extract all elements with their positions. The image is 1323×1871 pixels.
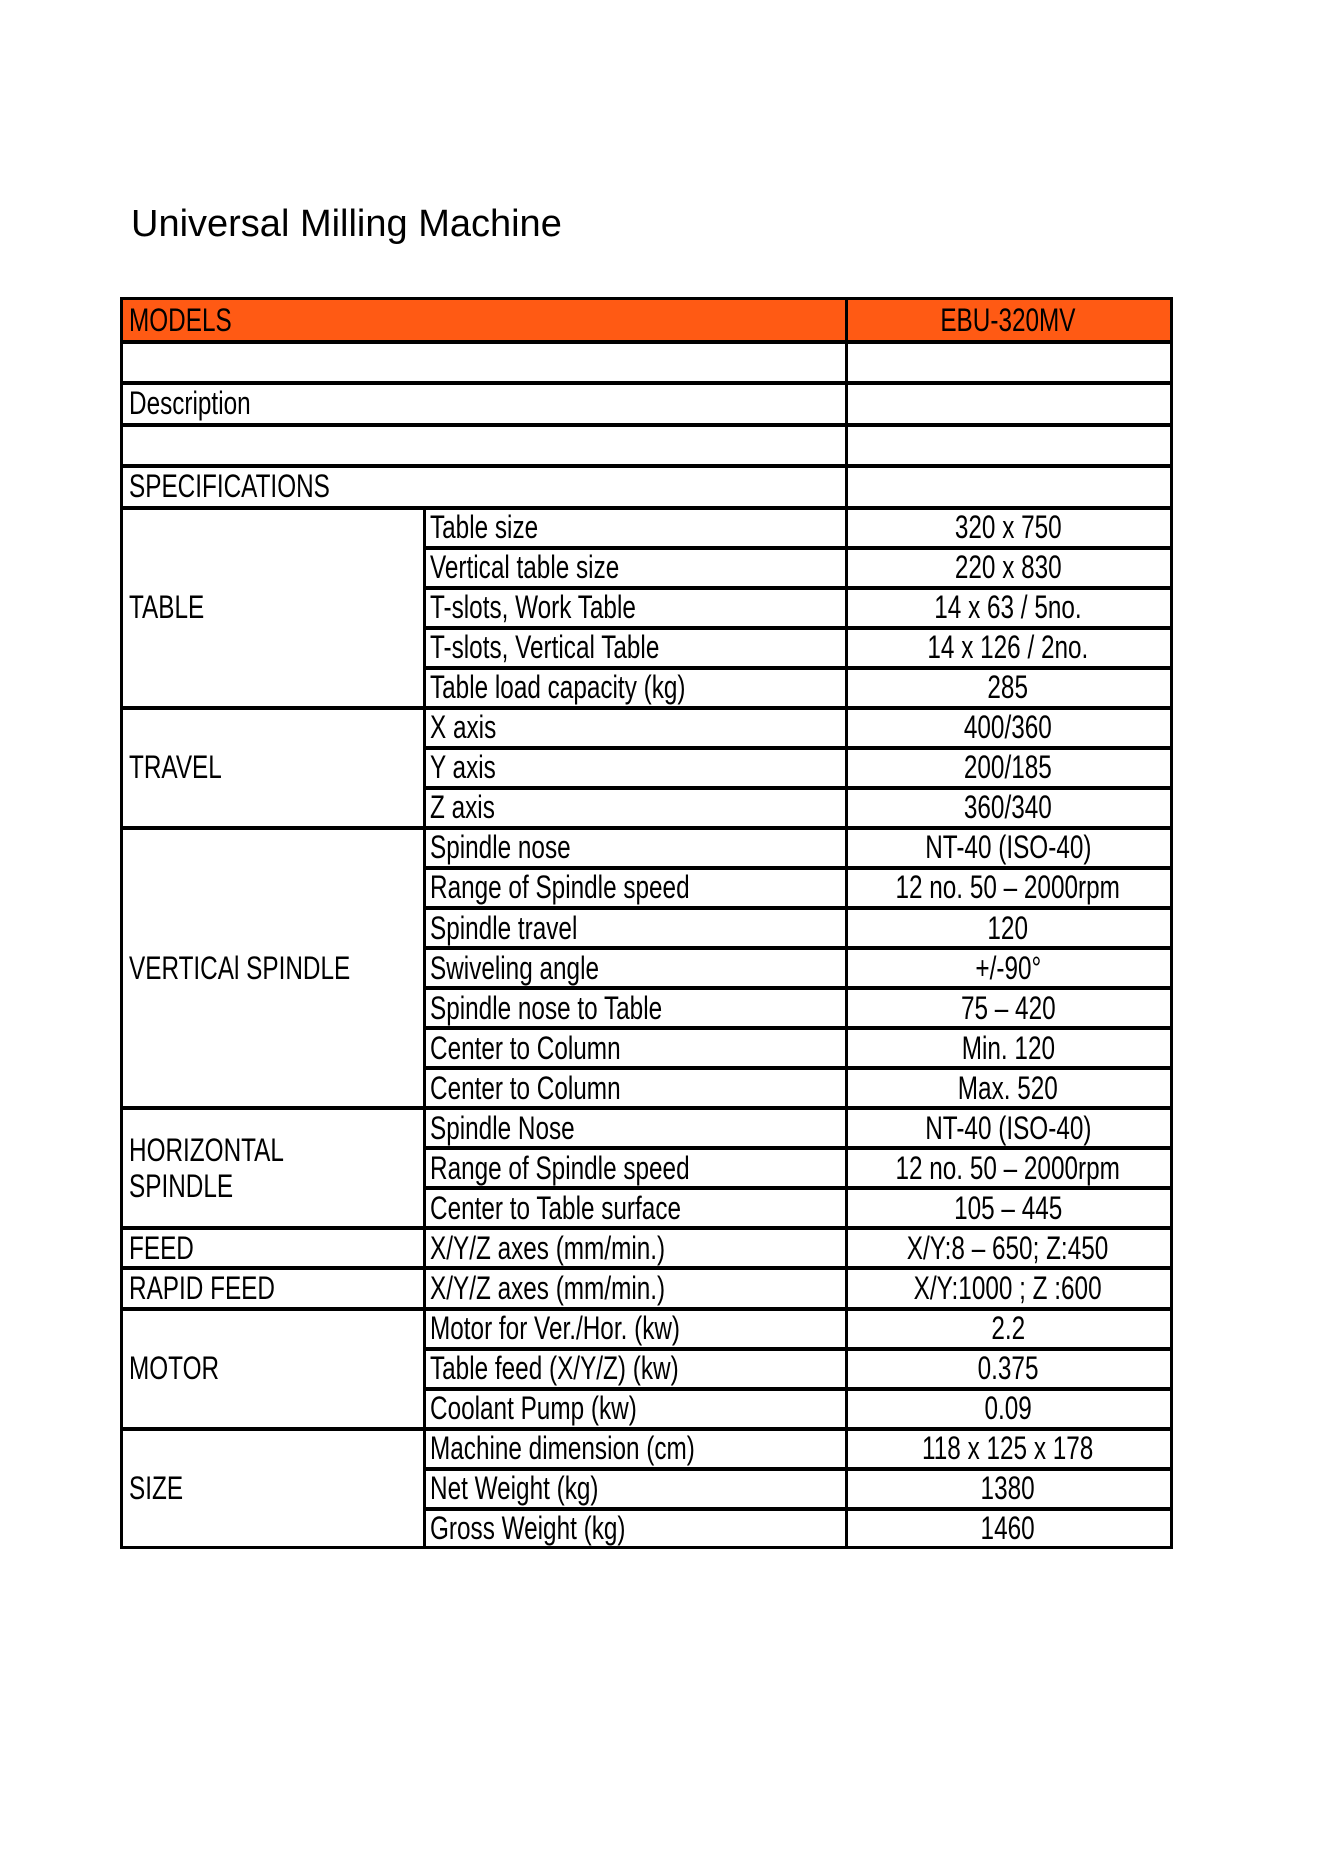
group-label-text: MOTOR <box>129 1350 220 1387</box>
spec-label-text: T-slots, Work Table <box>430 589 636 626</box>
spec-value-text: Max. 520 <box>957 1069 1059 1106</box>
spec-label <box>424 868 846 908</box>
group-label-text: FEED <box>129 1229 194 1266</box>
spec-table <box>120 297 1173 1549</box>
intro-row-value <box>846 383 1170 425</box>
spec-value <box>846 1028 1170 1068</box>
spec-value-text: 360/340 <box>964 789 1052 826</box>
spec-label <box>424 628 846 668</box>
spec-label-text: X/Y/Z axes (mm/min.) <box>430 1229 666 1266</box>
spec-value <box>846 708 1170 748</box>
intro-row-value <box>846 466 1170 508</box>
spec-label <box>424 1228 846 1268</box>
spec-value-text: 118 x 125 x 178 <box>922 1430 1094 1467</box>
column-divider <box>845 466 848 508</box>
spec-label-text: Range of Spindle speed <box>430 869 690 906</box>
spec-label-text: Y axis <box>430 749 496 786</box>
row-divider <box>424 746 1170 750</box>
group-label <box>123 708 424 828</box>
header-model-name <box>846 300 1170 342</box>
spec-value-text: 0.09 <box>984 1390 1032 1427</box>
spec-label <box>424 1349 846 1389</box>
row-divider <box>424 1467 1170 1471</box>
row-divider <box>424 586 1170 590</box>
row-divider <box>424 1186 1170 1190</box>
row-divider <box>424 906 1170 910</box>
spec-label <box>424 908 846 948</box>
spec-label <box>424 1389 846 1429</box>
spec-label-text: Spindle travel <box>430 909 578 946</box>
spec-label <box>424 1028 846 1068</box>
spec-label <box>424 1068 846 1108</box>
spec-value-text: 120 <box>987 909 1029 946</box>
group-label-text: SIZE <box>129 1470 184 1507</box>
spec-label-text: Machine dimension (cm) <box>430 1430 695 1467</box>
spec-label-text: Net Weight (kg) <box>430 1470 599 1507</box>
spec-label-text: Table load capacity (kg) <box>430 669 686 706</box>
group-label <box>123 1429 424 1549</box>
spec-value-text: 12 no. 50 – 2000rpm <box>895 1149 1121 1186</box>
group-label-text: TRAVEL <box>129 749 222 786</box>
row-divider <box>424 1066 1170 1070</box>
spec-value-text: 320 x 750 <box>954 509 1062 546</box>
header-model-name-text: EBU-320MV <box>940 302 1076 339</box>
spec-value <box>846 868 1170 908</box>
spec-label <box>424 1429 846 1469</box>
spec-value-text: 2.2 <box>991 1310 1025 1347</box>
intro-row-label <box>123 466 846 508</box>
row-divider <box>424 866 1170 870</box>
spec-value-text: X/Y:1000 ; Z :600 <box>914 1269 1102 1306</box>
page-title: Universal Milling Machine <box>131 203 562 245</box>
spec-value <box>846 908 1170 948</box>
spec-value <box>846 948 1170 988</box>
spec-label <box>424 1509 846 1549</box>
intro-row-label-text: Description <box>129 385 251 422</box>
spec-label-text: Center to Table surface <box>430 1189 682 1226</box>
spec-label <box>424 1469 846 1509</box>
group-label <box>123 828 424 1108</box>
spec-value <box>846 1188 1170 1228</box>
group-label <box>123 1228 424 1268</box>
row-divider <box>424 786 1170 790</box>
spec-value-text: +/-90° <box>975 949 1041 986</box>
intro-row-label-text: SPECIFICATIONS <box>129 468 330 505</box>
group-label-text: RAPID FEED <box>129 1269 275 1306</box>
spec-value <box>846 508 1170 548</box>
spec-value <box>846 1068 1170 1108</box>
row-divider <box>424 1387 1170 1391</box>
row-divider <box>424 946 1170 950</box>
spec-label <box>424 548 846 588</box>
spec-label-text: Motor for Ver./Hor. (kw) <box>430 1310 681 1347</box>
row-divider <box>424 1347 1170 1351</box>
column-divider <box>845 425 848 467</box>
spec-value <box>846 1429 1170 1469</box>
spec-value <box>846 548 1170 588</box>
spec-value-text: 75 – 420 <box>960 989 1056 1026</box>
spec-label <box>424 1108 846 1148</box>
spec-label-text: X/Y/Z axes (mm/min.) <box>430 1269 666 1306</box>
spec-value-text: 14 x 63 / 5no. <box>934 589 1082 626</box>
spec-label <box>424 1268 846 1308</box>
spec-label <box>424 828 846 868</box>
spec-label-text: Spindle Nose <box>430 1109 575 1146</box>
row-divider <box>424 546 1170 550</box>
spec-label-text: Range of Spindle speed <box>430 1149 690 1186</box>
spec-value-text: 220 x 830 <box>954 549 1062 586</box>
row-divider <box>424 1507 1170 1511</box>
spec-value <box>846 988 1170 1028</box>
spec-value-text: 14 x 126 / 2no. <box>927 629 1089 666</box>
group-label <box>123 1268 424 1308</box>
row-divider <box>424 1026 1170 1030</box>
spec-label <box>424 1309 846 1349</box>
spec-value <box>846 628 1170 668</box>
spec-value-text: X/Y:8 – 650; Z:450 <box>907 1229 1109 1266</box>
intro-row-value <box>846 342 1170 384</box>
row-divider <box>424 626 1170 630</box>
spec-value-text: 200/185 <box>964 749 1052 786</box>
header-models-label-text: MODELS <box>129 302 232 339</box>
spec-value-text: 1380 <box>980 1470 1036 1507</box>
spec-value <box>846 1509 1170 1549</box>
spec-value <box>846 1469 1170 1509</box>
spec-value <box>846 748 1170 788</box>
spec-label <box>424 668 846 708</box>
spec-value <box>846 668 1170 708</box>
spec-value <box>846 588 1170 628</box>
intro-row-value <box>846 425 1170 467</box>
spec-label-text: Swiveling angle <box>430 949 599 986</box>
row-divider <box>424 666 1170 670</box>
column-divider <box>845 383 848 425</box>
spec-value <box>846 1389 1170 1429</box>
spec-value <box>846 1148 1170 1188</box>
spec-value-text: 400/360 <box>964 709 1052 746</box>
row-divider <box>424 986 1170 990</box>
spec-label-text: Table feed (X/Y/Z) (kw) <box>430 1350 679 1387</box>
spec-label-text: Spindle nose <box>430 829 571 866</box>
spec-value-text: Min. 120 <box>961 1029 1055 1066</box>
spec-label <box>424 1148 846 1188</box>
spec-label <box>424 988 846 1028</box>
intro-row-label <box>123 342 846 384</box>
spec-label-text: X axis <box>430 709 497 746</box>
spec-label-text: Center to Column <box>430 1069 621 1106</box>
group-label <box>123 1108 424 1228</box>
spec-value-text: 285 <box>987 669 1029 706</box>
intro-row-label <box>123 383 846 425</box>
group-label-text: VERTICAl SPINDLE <box>129 949 351 986</box>
spec-label-text: Table size <box>430 509 539 546</box>
group-label-text: HORIZONTAL SPINDLE <box>129 1132 284 1205</box>
intro-row-label <box>123 425 846 467</box>
spec-value-text: 12 no. 50 – 2000rpm <box>895 869 1121 906</box>
group-label <box>123 508 424 708</box>
spec-value <box>846 1309 1170 1349</box>
spec-label <box>424 508 846 548</box>
spec-value <box>846 1108 1170 1148</box>
spec-label <box>424 788 846 828</box>
group-label-text: TABLE <box>129 589 205 626</box>
row-divider <box>424 1146 1170 1150</box>
spec-label-text: Spindle nose to Table <box>430 989 663 1026</box>
spec-label-text: T-slots, Vertical Table <box>430 629 660 666</box>
spec-value <box>846 1228 1170 1268</box>
spec-label-text: Coolant Pump (kw) <box>430 1390 637 1427</box>
column-divider <box>845 342 848 384</box>
spec-label-text: Z axis <box>430 789 495 826</box>
spec-value-text: 1460 <box>980 1510 1036 1547</box>
spec-label <box>424 948 846 988</box>
spec-label-text: Vertical table size <box>430 549 620 586</box>
spec-label <box>424 588 846 628</box>
spec-value-text: 0.375 <box>977 1350 1039 1387</box>
spec-label <box>424 708 846 748</box>
header-models-label <box>123 300 846 342</box>
spec-value-text: NT-40 (ISO-40) <box>924 1109 1092 1146</box>
spec-value <box>846 1349 1170 1389</box>
spec-label <box>424 1188 846 1228</box>
column-divider <box>845 300 848 342</box>
spec-label-text: Center to Column <box>430 1029 621 1066</box>
spec-value-text: NT-40 (ISO-40) <box>924 829 1092 866</box>
spec-value-text: 105 – 445 <box>953 1189 1063 1226</box>
spec-label <box>424 748 846 788</box>
spec-value <box>846 828 1170 868</box>
spec-value <box>846 788 1170 828</box>
spec-label-text: Gross Weight (kg) <box>430 1510 626 1547</box>
spec-value <box>846 1268 1170 1308</box>
group-label <box>123 1309 424 1429</box>
